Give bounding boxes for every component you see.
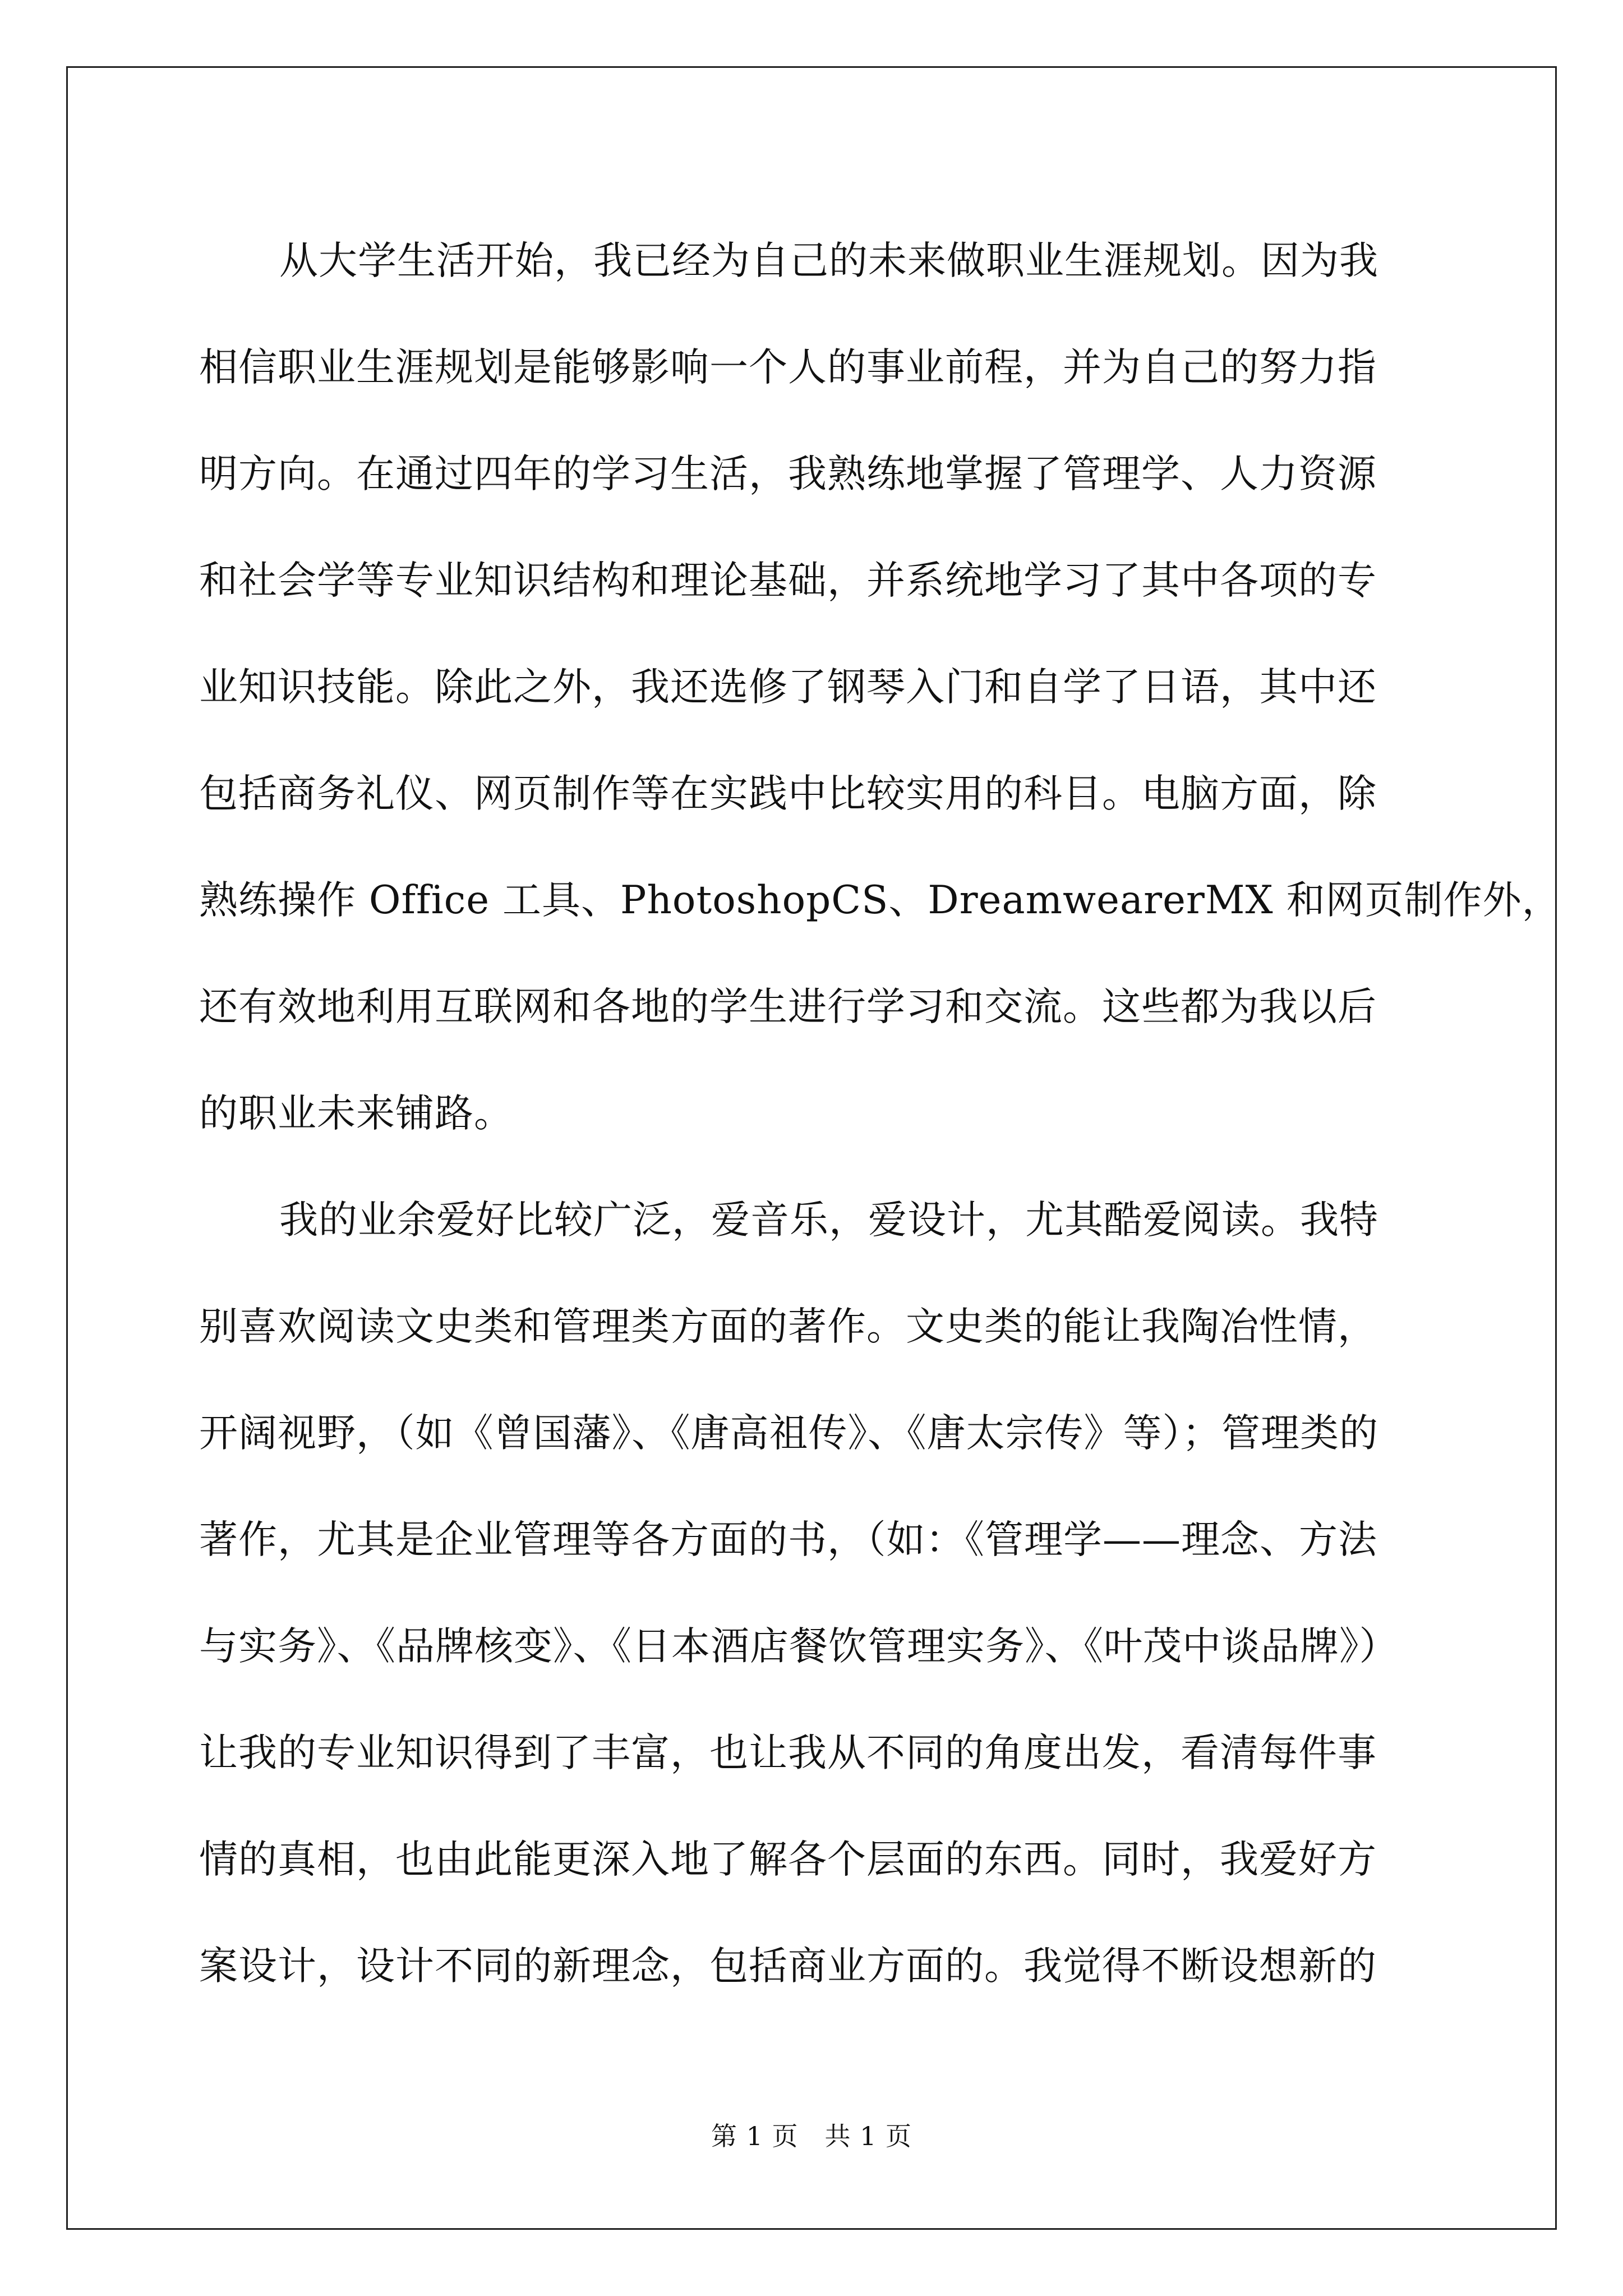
paragraph-1-line-6: 包括商务礼仪、网页制作等在实践中比较实用的科目。电脑方面，除 <box>199 771 1377 816</box>
paragraph-2-line-3: 开阔视野，（如《曾国藩》、《唐高祖传》、《唐太宗传》等）；管理类的 <box>199 1411 1378 1456</box>
page-number-footer: 第 1 页 共 1 页 <box>711 2121 912 2151</box>
paragraph-2-line-1: 我的业余爱好比较广泛，爱音乐，爱设计，尤其酷爱阅读。我特 <box>279 1198 1378 1243</box>
paragraph-1-line-4: 和社会学等专业知识结构和理论基础，并系统地学习了其中各项的专 <box>199 558 1377 603</box>
paragraph-1-line-9: 的职业未来铺路。 <box>199 1091 513 1136</box>
paragraph-1-line-3: 明方向。在通过四年的学习生活，我熟练地掌握了管理学、人力资源 <box>199 452 1377 496</box>
paragraph-1-line-7: 熟练操作 Office 工具、PhotoshopCS、DreamwearerMX 和网页制作外， <box>199 878 1561 923</box>
paragraph-2-line-8: 案设计，设计不同的新理念，包括商业方面的。我觉得不断设想新的 <box>199 1944 1377 1989</box>
paragraph-2-line-7: 情的真相，也由此能更深入地了解各个层面的东西。同时，我爱好方 <box>199 1837 1377 1882</box>
paragraph-2-line-2: 别喜欢阅读文史类和管理类方面的著作。文史类的能让我陶冶性情， <box>199 1304 1377 1349</box>
document-body <box>199 208 1561 2019</box>
paragraph-1-line-1: 从大学生活开始，我已经为自己的未来做职业生涯规划。因为我 <box>279 238 1378 283</box>
paragraph-2-line-4: 著作，尤其是企业管理等各方面的书，（如：《管理学——理念、方法 <box>199 1517 1377 1562</box>
paragraph-2-line-5: 与实务》、《品牌核变》、《日本酒店餐饮管理实务》、《叶茂中谈品牌》） <box>199 1624 1399 1669</box>
paragraph-1-line-5: 业知识技能。除此之外，我还选修了钢琴入门和自学了日语，其中还 <box>199 665 1377 710</box>
paragraph-2-line-6: 让我的专业知识得到了丰富，也让我从不同的角度出发，看清每件事 <box>199 1731 1377 1775</box>
paragraph-1-line-8: 还有效地利用互联网和各地的学生进行学习和交流。这些都为我以后 <box>199 984 1377 1029</box>
paragraph-1-line-2: 相信职业生涯规划是能够影响一个人的事业前程，并为自己的努力指 <box>199 345 1377 390</box>
